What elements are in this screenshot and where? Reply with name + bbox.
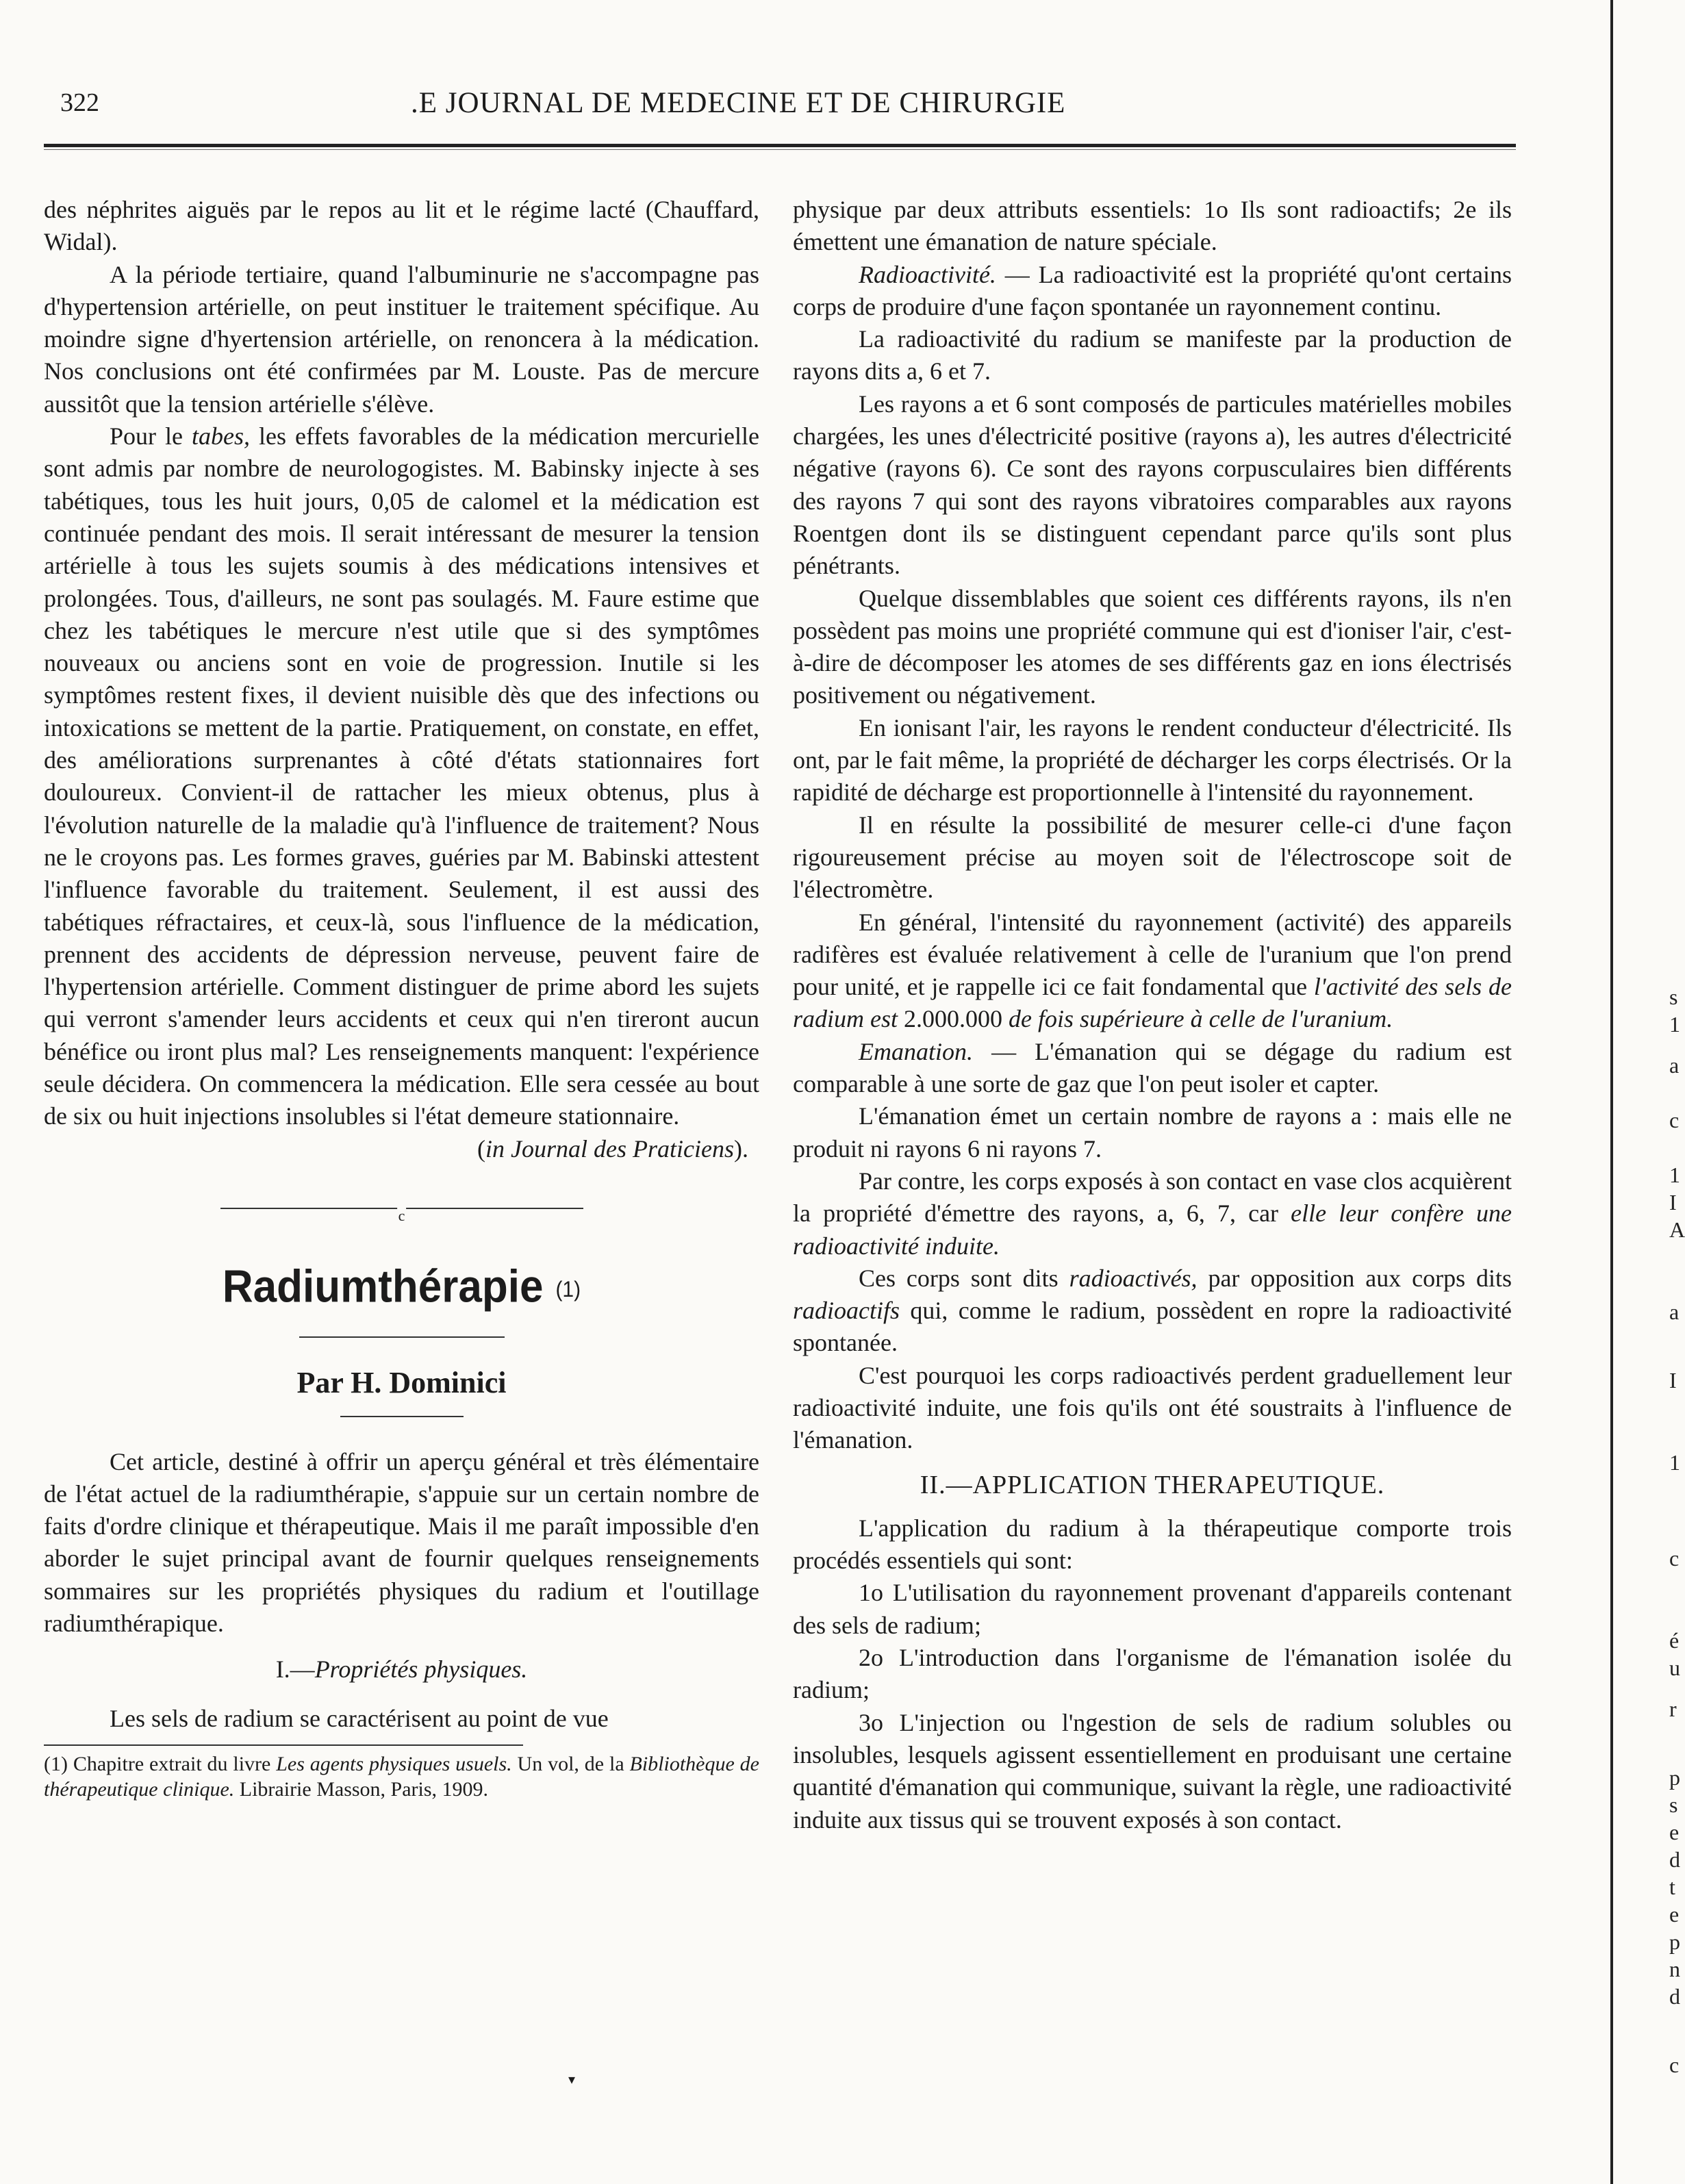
page-spine	[1610, 0, 1613, 2184]
italic-text: de fois supérieure à celle de l'uranium.	[1009, 1005, 1393, 1033]
text-run: les effets favorables de la médication mercurielle sont admis par nombre de neurologogistes. M. Babinsky injecte à ses tabétiques, tous les huit jours, 0,05 de calomel et la médication est continuée pendant des mois. Il serait intéressant de mesurer la tension artérielle à tous les sujets soumis à des médications intensives et prolongées. Tous, d'ailleurs, ne sont pas soulagés. M. Faure estime que chez les tabétiques le mercure n'est utile que si des symptômes nouveaux ou anciens sont en voie de progression. Inutile si les symptômes restent fixes, il devient nuisible dès que des infections ou intoxications se mettent de la partie. Pratiquement, on constate, en effet, des améliorations surprenantes à côté d'états stationnaires fort douloureux. Convient-il de rattacher les mieux obtenus, plus à l'évolution naturelle de la maladie qu'à l'influence de traitement? Nous ne le croyons pas. Les formes graves, guéries par M. Babinski attestent l'influence favorable du traitement. Seulement, il est aussi des tabétiques réfractaires, et ceux-là, sous l'influence de la médication, prennent des accidents de dépression nerveuse, peuvent faire de l'hypertension artérielle. Comment distinguer de prime abord les sujets qui verront s'amender leurs accidents et ceux qui n'en tireront aucun bénéfice ou iront plus mal? Les renseignements manquent: l'expérience seule décidera. On commencera la médication. Elle sera cessée au bout de six ou huit injections insolubles si l'état demeure stationnaire.	[44, 422, 759, 1130]
paragraph	[793, 1262, 1512, 1360]
italic-label: Emanation.	[859, 1037, 973, 1065]
paragraph: 3o L'injection ou l'ngestion de sels de radium solubles ou insolubles, lesquels agissent essentiellement en produisant une certaine quantité d'émanation qui communique, suivant la règle, une radioactivité induite aux tissus qui se trouvent exposés à son contact.	[793, 1708, 1512, 1833]
paragraph	[44, 420, 759, 1133]
text-run: Ces corps sont dits	[859, 1264, 1069, 1292]
paragraph: L'application du radium à la thérapeutique comporte trois procédés essentiels qui sont:	[793, 1514, 1512, 1575]
paragraph: La radioactivité du radium se manifeste par la production de rayons dits a, 6 et 7.	[793, 325, 1512, 385]
text-run: Par contre, les corps exposés à son contact en vase clos acquièrent la propriété d'émettre des rayons, a, 6, 7, car	[793, 1167, 1512, 1228]
collection-title: Bibliothèque de thérapeutique clinique.	[44, 1752, 759, 1801]
margin-fragment: s	[1669, 1792, 1678, 1817]
margin-fragment: e	[1669, 1902, 1680, 1927]
article-title	[44, 1258, 759, 1319]
footnote	[44, 1751, 759, 1802]
italic-term: radioactifs	[793, 1297, 900, 1325]
paragraph: 2o L'introduction dans l'organisme de l'émanation isolée du radium;	[793, 1644, 1512, 1704]
margin-fragment: 1	[1669, 1012, 1680, 1037]
section-heading	[44, 1653, 759, 1686]
margin-fragment: c	[1669, 1546, 1680, 1571]
text-run: qui, comme le radium, possèdent en ropre la radioactivité spontanée.	[793, 1297, 1512, 1357]
byline-rule	[340, 1416, 464, 1417]
paragraph: des néphrites aiguës par le repos au lit et le régime lacté (Chauffard, Widal).	[44, 196, 759, 256]
italic-term: tabes,	[192, 422, 250, 450]
text-run: Un vol, de la	[511, 1752, 630, 1775]
margin-fragment: a	[1669, 1299, 1680, 1324]
margin-fragment: r	[1669, 1697, 1677, 1721]
section-title: Propriétés physiques.	[314, 1655, 528, 1684]
paragraph: Quelque dissemblables que soient ces différents rayons, ils n'en possèdent pas moins une propriété commune qui est d'ioniser l'air, c'est-à-dire de décomposer les atomes de ses différents gaz en ions électrisés positivement ou négativement.	[793, 584, 1512, 709]
header-rule	[44, 144, 1516, 150]
right-column	[793, 194, 1512, 1836]
margin-fragment: n	[1669, 1957, 1680, 1981]
credit-source: in Journal des Praticiens	[485, 1134, 734, 1163]
margin-fragment: p	[1669, 1765, 1680, 1790]
paragraph: A la période tertiaire, quand l'albuminurie ne s'accompagne pas d'hypertension artérielle, on peut instituer le traitement spécifique. Au moindre signe d'hyertension artérielle, on renoncera à la médication. Nos conclusions ont été confirmées par M. Louste. Pas de mercure aussitôt que la tension artérielle s'élève.	[44, 260, 759, 418]
paragraph: C'est pourquoi les corps radioactivés perdent graduellement leur radioactivité induite, une fois qu'ils ont été soustraits à l'influence de l'émanation.	[793, 1361, 1512, 1454]
text-run: Pour le	[110, 422, 192, 450]
page-number: 322	[60, 88, 99, 117]
margin-fragment: c	[1669, 1108, 1680, 1132]
paragraph	[793, 1036, 1512, 1101]
left-column	[44, 194, 759, 1802]
margin-fragment: e	[1669, 1820, 1680, 1844]
text-run: (	[477, 1134, 486, 1163]
paragraph: L'émanation émet un certain nombre de rayons a : mais elle ne produit ni rayons 6 ni rayons 7.	[793, 1102, 1512, 1163]
article-title-text: Radiumthérapie	[222, 1260, 544, 1312]
section-separator	[220, 1206, 583, 1224]
paragraph: 1o L'utilisation du rayonnement provenant d'appareils contenant des sels de radium;	[793, 1579, 1512, 1639]
text-run: 2.000.000	[898, 1005, 1009, 1033]
book-title: Les agents physiques usuels.	[276, 1752, 512, 1775]
margin-fragment: u	[1669, 1655, 1680, 1680]
paragraph: En ionisant l'air, les rayons le rendent conducteur d'électricité. Ils ont, par le fait même, la propriété de décharger les corps électrisés. Or la rapidité de décharge est proportionnelle à l'intensité du rayonnement.	[793, 713, 1512, 807]
text-run: par opposition aux corps dits	[1197, 1264, 1512, 1292]
running-head: .E JOURNAL DE MEDECINE ET DE CHIRURGIE	[411, 87, 1066, 119]
italic-label: Radioactivité.	[859, 260, 996, 288]
margin-fragment: a	[1669, 1053, 1680, 1078]
italic-text: elle leur confère une radioactivité induite.	[793, 1199, 1512, 1260]
margin-fragment: 1	[1669, 1163, 1680, 1187]
margin-fragment: s	[1669, 985, 1678, 1009]
margin-fragment: c	[1669, 2053, 1680, 2077]
margin-fragment: I	[1669, 1368, 1677, 1393]
footnote-rule	[44, 1744, 523, 1746]
section-number: I.—	[275, 1655, 315, 1684]
footnote-reference: (1)	[555, 1277, 581, 1301]
italic-text: l'activité des sels de radium est	[793, 973, 1512, 1033]
paragraph	[793, 259, 1512, 324]
paragraph: physique par deux attributs essentiels: 1o Ils sont radioactifs; 2e ils émettent une émanation de nature spéciale.	[793, 196, 1512, 256]
margin-fragment: d	[1669, 1847, 1680, 1872]
margin-fragment: d	[1669, 1984, 1680, 2009]
title-rule	[299, 1336, 505, 1338]
paragraph: Cet article, destiné à offrir un aperçu général et très élémentaire de l'état actuel de la radiumthérapie, s'appuie sur un certain nombre de faits d'ordre clinique et thérapeutique. Mais il me paraît impossible d'en aborder le sujet principal avant de fournir quelques renseignements sommaires sur les propriétés physiques du radium et l'outillage radiumthérapique.	[44, 1447, 759, 1638]
paragraph	[793, 906, 1512, 1036]
margin-fragment: t	[1669, 1875, 1675, 1899]
paragraph: Il en résulte la possibilité de mesurer celle-ci d'une façon rigoureusement précise au moyen soit de l'électroscope soit de l'électromètre.	[793, 811, 1512, 904]
paragraph: Les rayons a et 6 sont composés de particules matérielles mobiles chargées, les unes d'électricité positive (rayons a), les autres d'électricité négative (rayons 6). Ce sont des rayons corpusculaires bien différents des rayons 7 qui sont des rayons vibratoires comparables aux rayons Roentgen dont ils se distinguent cependant parce qu'ils sont plus pénétrants.	[793, 390, 1512, 580]
byline: Par H. Dominici	[296, 1365, 507, 1399]
text-run: — La radioactivité est la propriété qu'ont certains corps de produire d'une façon spontanée un rayonnement continu.	[793, 260, 1512, 320]
text-run: (1) Chapitre extrait du livre	[44, 1752, 277, 1775]
scan-speck: ▾	[568, 2072, 576, 2087]
source-credit	[44, 1133, 759, 1165]
margin-fragment: A	[1669, 1217, 1685, 1242]
text-run: — L'émanation qui se dégage du radium est comparable à une sorte de gaz que l'on peut isoler et capter.	[793, 1037, 1512, 1098]
text-run: En général, l'intensité du rayonnement (activité) des appareils radifères est évaluée relativement à celle de l'uranium que l'on prend pour unité, et je rappelle ici ce fait fondamental que	[793, 908, 1512, 1001]
separator-ornament: c	[397, 1199, 407, 1232]
italic-term: radioactivés,	[1069, 1264, 1198, 1292]
paragraph	[793, 1165, 1512, 1262]
section-heading: II.—APPLICATION THERAPEUTIQUE.	[920, 1470, 1385, 1499]
text-run: Librairie Masson, Paris, 1909.	[234, 1777, 489, 1801]
margin-fragment: é	[1669, 1628, 1680, 1653]
margin-fragment: I	[1669, 1190, 1677, 1215]
paragraph: Les sels de radium se caractérisent au point de vue	[110, 1704, 609, 1732]
margin-fragment: 1	[1669, 1450, 1680, 1475]
text-run: ).	[734, 1134, 748, 1163]
margin-fragment: p	[1669, 1929, 1680, 1954]
